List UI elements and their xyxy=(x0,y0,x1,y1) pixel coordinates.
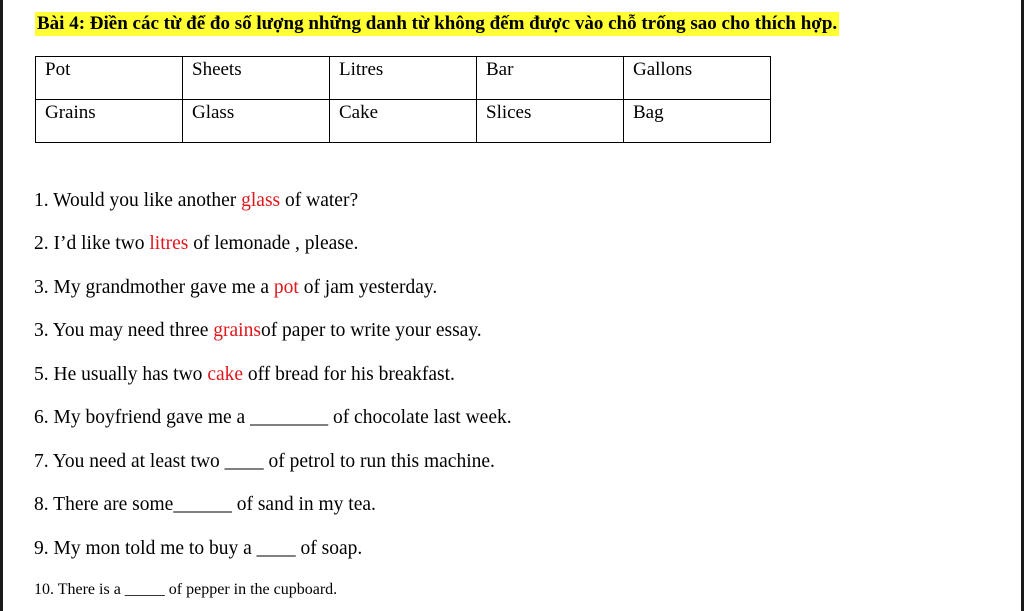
question-text: of soap. xyxy=(295,538,363,559)
question-text: You need at least two xyxy=(52,451,225,472)
answer-blank: _____ xyxy=(124,581,165,598)
answer-word: grains xyxy=(213,320,261,341)
question-item xyxy=(34,407,512,429)
left-border xyxy=(0,0,3,611)
question-text: of sand in my tea. xyxy=(231,494,376,515)
table-row xyxy=(36,100,771,143)
question-number: 9. xyxy=(34,538,49,559)
question-number: 10. xyxy=(34,581,54,598)
question-text: There is a xyxy=(57,581,125,598)
question-item xyxy=(34,233,358,255)
question-number: 8. xyxy=(34,494,49,515)
question-text: of lemonade , please. xyxy=(188,233,359,254)
question-text: He usually has two xyxy=(53,364,208,385)
question-item xyxy=(34,277,437,299)
question-item xyxy=(34,320,482,342)
question-text: My mon told me to buy a xyxy=(53,538,257,559)
question-number: 3. xyxy=(34,320,49,341)
question-text: off bread for his breakfast. xyxy=(243,364,455,385)
exercise-title: Bài 4: Điền các từ để đo số lượng những danh từ không đếm được vào chỗ trống sao cho thích hợp. xyxy=(37,13,838,34)
table-cell: Bar xyxy=(477,57,624,100)
word-table xyxy=(35,56,771,143)
question-text: Would you like another xyxy=(53,190,242,211)
table-cell: Grains xyxy=(36,100,183,143)
question-number: 1. xyxy=(34,190,49,211)
answer-blank: ____ xyxy=(256,538,296,559)
question-number: 2. xyxy=(34,233,49,254)
question-item xyxy=(34,581,337,599)
answer-word: pot xyxy=(273,277,299,298)
question-text: You may need three xyxy=(52,320,214,341)
question-text: My grandmother gave me a xyxy=(53,277,274,298)
question-text: of water? xyxy=(280,190,359,211)
table-cell: Gallons xyxy=(624,57,771,100)
table-cell: Litres xyxy=(330,57,477,100)
table-cell: Sheets xyxy=(183,57,330,100)
answer-blank: ____ xyxy=(224,451,264,472)
question-text: I’d like two xyxy=(53,233,150,254)
question-text: of pepper in the cupboard. xyxy=(164,581,338,598)
question-text: There are some xyxy=(53,494,174,515)
table-cell: Bag xyxy=(624,100,771,143)
answer-blank: ________ xyxy=(250,407,329,428)
question-text: of jam yesterday. xyxy=(298,277,438,298)
answer-word: cake xyxy=(207,364,244,385)
question-item xyxy=(34,190,358,212)
table-cell: Pot xyxy=(36,57,183,100)
answer-blank: ______ xyxy=(173,494,232,515)
table-cell: Cake xyxy=(330,100,477,143)
answer-word: glass xyxy=(241,190,281,211)
question-item xyxy=(34,451,495,473)
question-text: My boyfriend gave me a xyxy=(53,407,251,428)
table-row xyxy=(36,57,771,100)
question-text: of paper to write your essay. xyxy=(260,320,482,341)
answer-word: litres xyxy=(149,233,189,254)
question-text: of chocolate last week. xyxy=(328,407,512,428)
question-number: 7. xyxy=(34,451,49,472)
question-item xyxy=(34,538,362,560)
question-text: of petrol to run this machine. xyxy=(263,451,495,472)
table-cell: Slices xyxy=(477,100,624,143)
question-number: 6. xyxy=(34,407,49,428)
table-cell: Glass xyxy=(183,100,330,143)
question-number: 3. xyxy=(34,277,49,298)
question-number: 5. xyxy=(34,364,49,385)
question-item xyxy=(34,364,455,386)
question-item xyxy=(34,494,376,516)
